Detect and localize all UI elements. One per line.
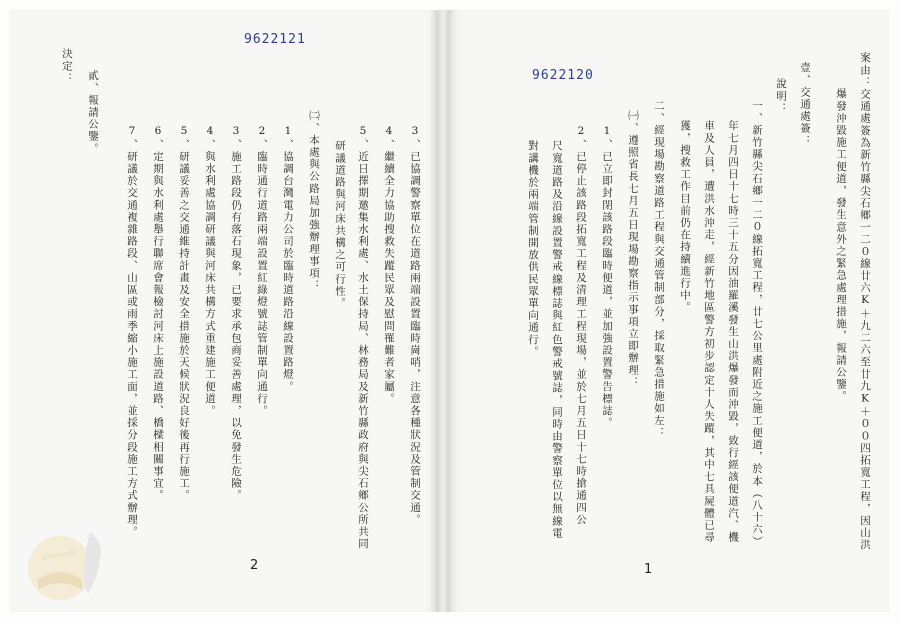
- item-3: 3、已協調警察單位在道路兩端設置臨時崗哨，注意各種狀況及管制交通。: [409, 125, 421, 526]
- subject-line-2: 爆發沖毀施工便道，發生意外之緊急處理措施，報請公鑒。: [835, 88, 847, 403]
- serial-stamp-left: 9622121: [244, 32, 306, 47]
- item-1-line4: 獲，搜救工作目前仍在持續進行中。: [679, 120, 691, 314]
- serial-stamp-right: 9622120: [532, 68, 594, 83]
- book-gutter: [438, 10, 448, 612]
- task-3: 3、施工路段仍有落石現象，已要求承包商妥善處理，以免發生危險。: [230, 125, 242, 502]
- item-2: 二、經現場勘察道路工程與交通管制部分，採取緊急措施如左：: [653, 100, 665, 439]
- measure-2-line3: 對講機於兩端管制開放供民眾單向通行。: [527, 140, 539, 358]
- page-number-right: 1: [644, 562, 653, 577]
- item-1-line1: 一、新竹縣尖石鄉一二０線拓寬工程，廿七公里處附近之施工便道，於本（八十六）: [751, 100, 763, 548]
- archive-logo-icon: [20, 520, 120, 610]
- section-2-heading: 貳、報請公鑒。: [87, 70, 99, 155]
- item-1-line3: 車及人員，遭洪水沖走，經新竹地區警方初步認定十人失蹤，其中七具屍體已尋: [703, 120, 715, 544]
- task-7: 7、研議於交通複雜路段、山區或雨季縮小施工面，並採分段施工方式辦理。: [126, 125, 138, 538]
- measure-2-line1: 2、已停止該路段拓寬工程及清理工程現場，並於七月五日十七時搶通四公: [575, 125, 587, 526]
- page-1: [448, 10, 890, 612]
- item-1-line2: 年七月四日十七時三十五分因油羅溪發生山洪爆發而沖毀，致行經該便道汽、機: [727, 120, 739, 544]
- sub-heading-2: ㈡、本處與公路局加強辦理事項：: [308, 110, 320, 292]
- item-5-line1: 5、近日擇期邀集水利處、水土保持局、林務局及新竹縣政府與尖石鄉公所共同: [357, 125, 369, 550]
- sub-heading-1: ㈠、遵照省長七月五日現場勘察指示事項立即辦理：: [627, 110, 639, 389]
- task-5: 5、研議妥善之交通維持計畫及安全措施於天候狀況良好後再行施工。: [178, 125, 190, 502]
- section-1-heading: 壹、交通處簽：: [799, 62, 811, 147]
- explanation-label: 說明：: [775, 78, 787, 115]
- item-4: 4、繼續全力協助搜救失蹤民眾及慰問罹難者家屬。: [383, 125, 395, 405]
- task-6: 6、定期與水利處舉行聯席會報檢討河床上施設道路、橋樑相關事宜。: [152, 125, 164, 502]
- item-5-line2: 研議道路與河床共構之可行性。: [334, 140, 346, 310]
- page-number-left: 2: [250, 558, 259, 573]
- measure-1: 1、已立即封閉該路段臨時便道，並加強設置警告標誌。: [601, 125, 613, 429]
- decision-label: 決定：: [61, 48, 73, 85]
- task-1: 1、協調台灣電力公司於臨時道路沿線設置路燈。: [282, 125, 294, 393]
- task-2: 2、臨時通行道路兩端設置紅綠燈號誌管制單向通行。: [256, 125, 268, 417]
- task-4: 4、與水利處協調研議與河床共構方式重建施工便道。: [204, 125, 216, 417]
- subject-line-1: 案由：交通處簽為新竹縣尖石鄉一二０線廿六K＋九二六至廿九K＋００四拓寬工程，因山洪: [859, 52, 871, 552]
- measure-2-line2: 尺寬道路及沿線設置警戒線標誌與紅色警戒號誌，同時由警察單位以無線電: [551, 140, 563, 540]
